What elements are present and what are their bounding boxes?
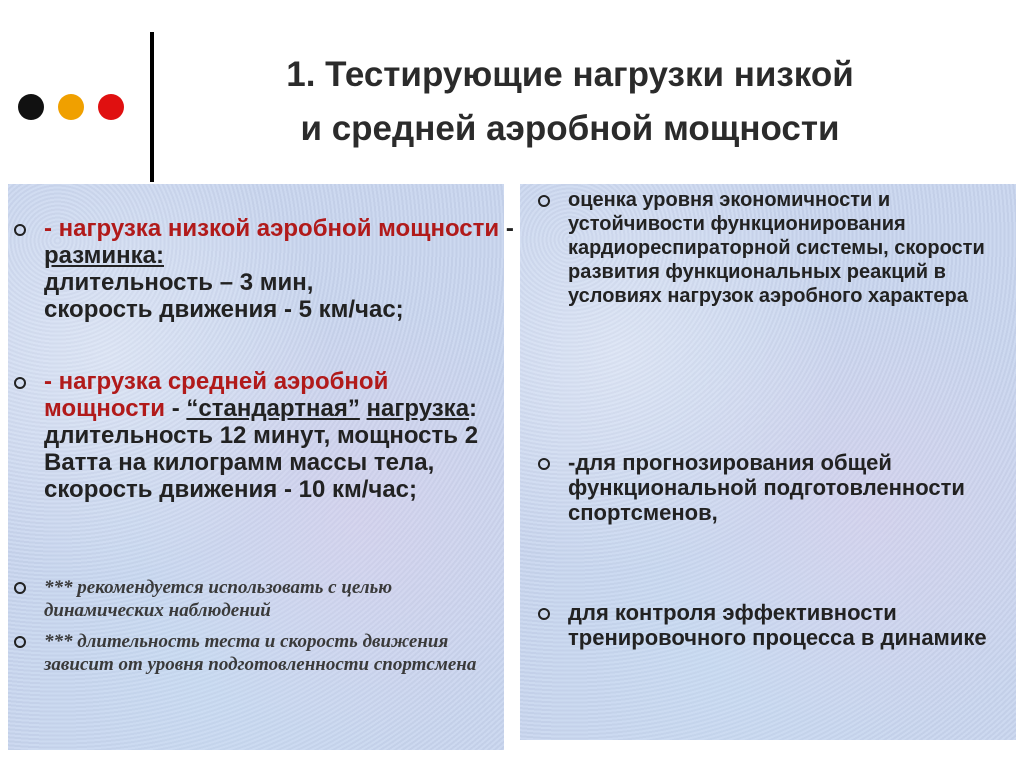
low-load-duration: длительность – 3 мин, bbox=[44, 269, 314, 296]
red-dot-icon bbox=[98, 94, 124, 120]
list-item-medium-load bbox=[8, 368, 514, 503]
forecast-text: -для прогнозирования общей функциональной подготовленности спортсменов, bbox=[568, 450, 965, 525]
note-1-text: *** рекомендуется использовать с целью динамических наблюдений bbox=[44, 577, 393, 621]
bullet-icon bbox=[538, 458, 550, 470]
low-load-label: разминка: bbox=[44, 242, 164, 269]
bullet-icon bbox=[14, 582, 26, 594]
list-item-note-1 bbox=[8, 576, 484, 622]
slide-title bbox=[160, 48, 980, 156]
bullet-icon bbox=[14, 636, 26, 648]
bullet-icon bbox=[538, 195, 550, 207]
medium-load-label-2: нагрузка bbox=[366, 395, 470, 422]
medium-load-dash: - bbox=[165, 395, 187, 422]
black-dot-icon bbox=[18, 94, 44, 120]
list-item-note-2 bbox=[8, 630, 484, 676]
low-load-heading: - нагрузка низкой аэробной мощности bbox=[44, 215, 500, 242]
medium-load-details: : длительность 12 минут, мощность 2 Ватта на килограмм массы тела, скорость движения - 10 км/час; bbox=[44, 395, 479, 503]
note-2-text: *** длительность теста и скорость движения зависит от уровня подготовленности спортсмена bbox=[44, 631, 477, 675]
title-divider bbox=[150, 32, 154, 182]
right-panel bbox=[520, 184, 1016, 740]
left-panel bbox=[8, 184, 514, 750]
low-load-speed: скорость движения - 5 км/час; bbox=[44, 296, 404, 323]
orange-dot-icon bbox=[58, 94, 84, 120]
decorative-dots bbox=[18, 94, 124, 120]
low-load-dash: - bbox=[499, 215, 514, 242]
bullet-icon bbox=[538, 608, 550, 620]
list-item-forecast bbox=[532, 450, 1008, 525]
bullet-icon bbox=[14, 377, 26, 389]
medium-load-heading: - нагрузка средней аэробной мощности bbox=[44, 368, 389, 422]
title-line-2: и средней аэробной мощности bbox=[300, 109, 840, 148]
control-text: для контроля эффективности тренировочного процесса в динамике bbox=[568, 600, 987, 650]
medium-load-label-1: “стандартная” bbox=[186, 395, 360, 422]
title-line-1: 1. Тестирующие нагрузки низкой bbox=[286, 55, 854, 94]
assessment-text: оценка уровня экономичности и устойчивости функционирования кардиореспираторной системы, скорости развития функциональных реакций в условиях нагрузок аэробного характера bbox=[568, 189, 985, 307]
list-item-control bbox=[532, 600, 1018, 650]
list-item-assessment bbox=[532, 188, 1008, 308]
bullet-icon bbox=[14, 224, 26, 236]
list-item-low-load bbox=[8, 215, 514, 323]
